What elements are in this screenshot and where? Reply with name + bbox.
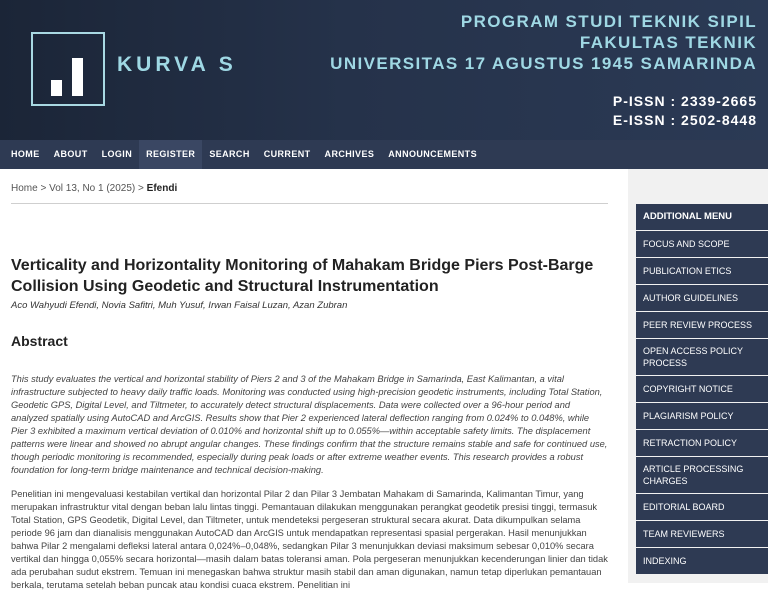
journal-name: KURVA S bbox=[117, 53, 237, 76]
institution-faculty: FAKULTAS TEKNIK bbox=[579, 33, 757, 52]
institution-block bbox=[330, 11, 757, 74]
article-title: Verticality and Horizontality Monitoring of Mahakam Bridge Piers Post-Barge Collision Using Geodetic and Structural Instrumentation bbox=[11, 257, 594, 295]
nav-archives[interactable]: ARCHIVES bbox=[324, 149, 375, 159]
breadcrumb-current[interactable]: Efendi bbox=[146, 183, 178, 194]
sidebar-item-retraction[interactable]: RETRACTION POLICY bbox=[636, 430, 768, 456]
nav-login[interactable]: LOGIN bbox=[101, 149, 133, 159]
breadcrumb-separator: > bbox=[138, 183, 147, 194]
nav-current[interactable]: CURRENT bbox=[263, 149, 311, 159]
sidebar-item-indexing[interactable]: INDEXING bbox=[636, 548, 768, 574]
nav-about[interactable]: ABOUT bbox=[53, 149, 88, 159]
sidebar-menu bbox=[636, 204, 768, 575]
e-issn: E-ISSN : 2502-8448 bbox=[612, 112, 757, 128]
main-content bbox=[0, 169, 628, 590]
sidebar-item-editorial-board[interactable]: EDITORIAL BOARD bbox=[636, 494, 768, 520]
sidebar-item-author-guidelines[interactable]: AUTHOR GUIDELINES bbox=[636, 285, 768, 311]
institution-university: UNIVERSITAS 17 AGUSTUS 1945 SAMARINDA bbox=[330, 54, 757, 73]
sidebar-item-open-access[interactable]: OPEN ACCESS POLICY PROCESS bbox=[636, 339, 768, 375]
abstract-english: This study evaluates the vertical and horizontal stability of Piers 2 and 3 of the Mahakam Bridge in Samarinda, East Kalimantan, a vital infrastructure subjected to heavy daily traffic loads. Monitoring was conducted using high-precision geodetic instruments, including Total Station, Geodetic GPS, Digital Level, and Tiltmeter, to accurately detect structural displacements. Data were collected over a 96-hour period and analyzed spatially using AutoCAD and ArcGIS. Results show that Pier 2 experienced lateral deflection ranging from 0.024% to 0.048%, while Pier 3 exhibited a maximum vertical deviation of 0.010% and horizontal shift up to 0.055%—within acceptable safety limits. The displacement patterns were linear and showed no abrupt angular changes. These findings confirm that the structure remains stable and safe for continued use, though periodic monitoring is recommended, especially during peak loads or after extreme weather events. This research provides a robust foundation for long-term bridge maintenance and technical decision-making. bbox=[11, 374, 608, 475]
sidebar-item-peer-review[interactable]: PEER REVIEW PROCESS bbox=[636, 312, 768, 338]
breadcrumb-issue[interactable]: Vol 13, No 1 (2025) bbox=[49, 183, 136, 194]
sidebar-item-apc[interactable]: ARTICLE PROCESSING CHARGES bbox=[636, 457, 768, 493]
abstract-indonesian: Penelitian ini mengevaluasi kestabilan vertikal dan horizontal Pilar 2 dan Pilar 3 Jembatan Mahakam di Samarinda, Kalimantan Timur, yang merupakan infrastruktur vital dengan beban lalu lintas tinggi. Pemantauan dilakukan menggunakan perangkat geodetik presisi tinggi, termasuk Total Station, GPS Geodetik, Digital Level, dan Tiltmeter, untuk mendeteksi pergeseran struktural secara akurat. Data dikumpulkan selama periode 96 jam dan dianalisis menggunakan AutoCAD dan ArcGIS untuk mendapatkan representasi spasial pergerakan. Hasil menunjukkan bahwa Pilar 2 mengalami defleksi lateral antara 0,024%–0,048%, sedangkan Pilar 3 menunjukkan deviasi maksimum sebesar 0,010% secara vertikal dan hingga 0,055% secara horizontal—masih dalam batas toleransi aman. Pola pergeseran menunjukkan kecenderungan linier dan tidak ada perubahan sudut ekstrem. Temuan ini menegaskan bahwa struktur masih stabil dan aman digunakan, namun tetap diperlukan pemantauan berkala, terutama setelah beban puncak atau kondisi cuaca ekstrem. Penelitian ini bbox=[11, 489, 608, 590]
sidebar-item-plagiarism[interactable]: PLAGIARISM POLICY bbox=[636, 403, 768, 429]
abstract-heading: Abstract bbox=[11, 333, 68, 349]
issn-block bbox=[613, 92, 757, 130]
sidebar-heading: ADDITIONAL MENU bbox=[636, 204, 768, 230]
logo-bar-short bbox=[51, 80, 62, 96]
breadcrumb bbox=[11, 183, 628, 194]
nav-search[interactable]: SEARCH bbox=[209, 149, 250, 159]
sidebar-item-copyright[interactable]: COPYRIGHT NOTICE bbox=[636, 376, 768, 402]
article-authors: Aco Wahyudi Efendi, Novia Safitri, Muh Yusuf, Irwan Faisal Luzan, Azan Zubran bbox=[11, 300, 348, 311]
breadcrumb-separator: > bbox=[40, 183, 50, 194]
breadcrumb-home[interactable]: Home bbox=[11, 183, 38, 194]
header-banner bbox=[0, 0, 768, 140]
main-nav bbox=[0, 140, 768, 169]
logo-bar-tall bbox=[72, 58, 83, 96]
nav-register[interactable]: REGISTER bbox=[139, 140, 202, 169]
p-issn: P-ISSN : 2339-2665 bbox=[612, 93, 757, 109]
sidebar-item-publication-ethics[interactable]: PUBLICATION ETICS bbox=[636, 258, 768, 284]
nav-announcements[interactable]: ANNOUNCEMENTS bbox=[388, 149, 477, 159]
institution-program: PROGRAM STUDI TEKNIK SIPIL bbox=[460, 12, 757, 31]
divider bbox=[11, 203, 608, 204]
journal-logo[interactable] bbox=[31, 32, 105, 106]
sidebar-item-team-reviewers[interactable]: TEAM REVIEWERS bbox=[636, 521, 768, 547]
nav-home[interactable]: HOME bbox=[11, 149, 40, 159]
sidebar-item-focus-scope[interactable]: FOCUS AND SCOPE bbox=[636, 231, 768, 257]
